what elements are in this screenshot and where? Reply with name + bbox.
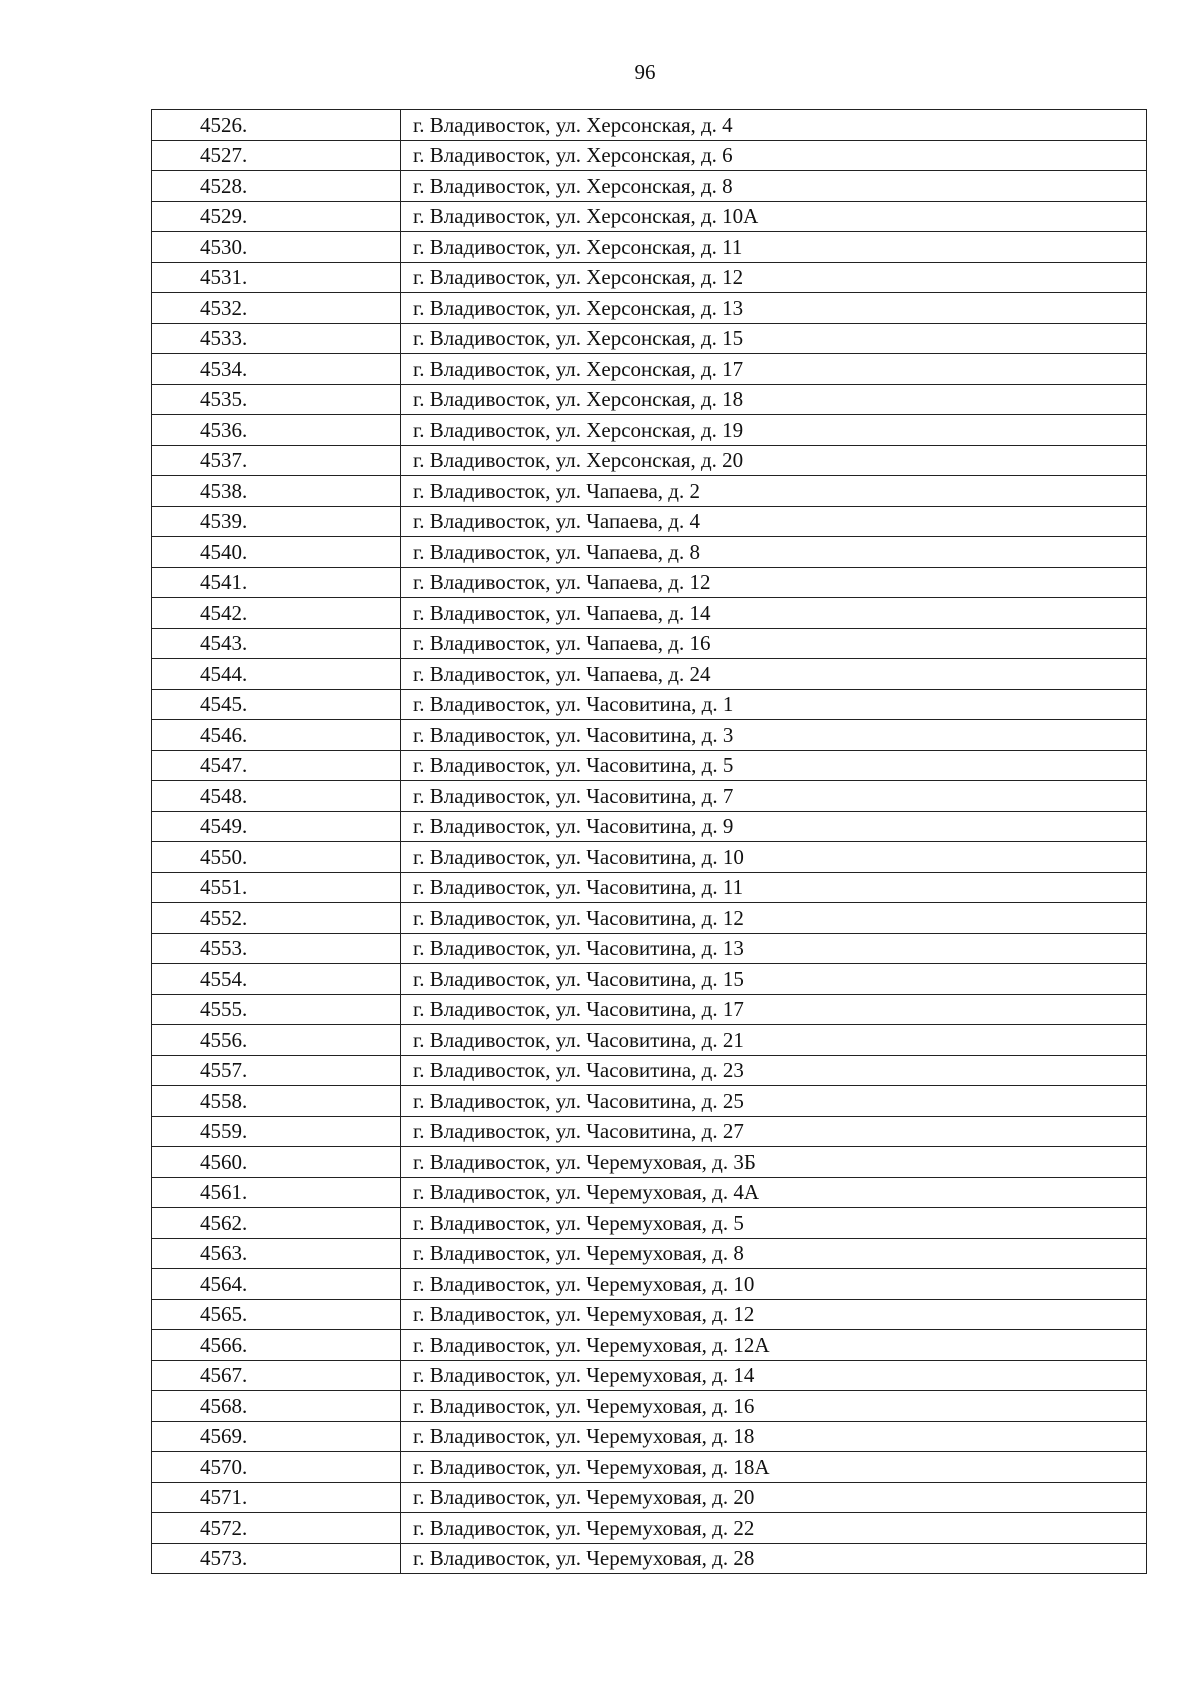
address-cell: г. Владивосток, ул. Черемуховая, д. 18А xyxy=(401,1452,1147,1483)
address-cell: г. Владивосток, ул. Часовитина, д. 21 xyxy=(401,1025,1147,1056)
table-row xyxy=(152,811,1147,842)
address-cell: г. Владивосток, ул. Черемуховая, д. 4А xyxy=(401,1177,1147,1208)
row-number-cell: 4536. xyxy=(152,415,401,446)
row-number-cell: 4568. xyxy=(152,1391,401,1422)
row-number-cell: 4550. xyxy=(152,842,401,873)
table-row xyxy=(152,1025,1147,1056)
table-row xyxy=(152,1330,1147,1361)
address-cell: г. Владивосток, ул. Часовитина, д. 23 xyxy=(401,1055,1147,1086)
address-cell: г. Владивосток, ул. Часовитина, д. 5 xyxy=(401,750,1147,781)
row-number-cell: 4541. xyxy=(152,567,401,598)
address-cell: г. Владивосток, ул. Черемуховая, д. 10 xyxy=(401,1269,1147,1300)
row-number-cell: 4564. xyxy=(152,1269,401,1300)
table-row xyxy=(152,659,1147,690)
row-number-cell: 4570. xyxy=(152,1452,401,1483)
row-number-cell: 4539. xyxy=(152,506,401,537)
table-row xyxy=(152,232,1147,263)
row-number-cell: 4552. xyxy=(152,903,401,934)
row-number-cell: 4571. xyxy=(152,1482,401,1513)
address-cell: г. Владивосток, ул. Часовитина, д. 10 xyxy=(401,842,1147,873)
table-row xyxy=(152,415,1147,446)
address-cell: г. Владивосток, ул. Черемуховая, д. 18 xyxy=(401,1421,1147,1452)
table-row xyxy=(152,1208,1147,1239)
row-number-cell: 4562. xyxy=(152,1208,401,1239)
row-number-cell: 4549. xyxy=(152,811,401,842)
address-cell: г. Владивосток, ул. Херсонская, д. 15 xyxy=(401,323,1147,354)
row-number-cell: 4538. xyxy=(152,476,401,507)
address-cell: г. Владивосток, ул. Херсонская, д. 19 xyxy=(401,415,1147,446)
address-cell: г. Владивосток, ул. Черемуховая, д. 12А xyxy=(401,1330,1147,1361)
table-row xyxy=(152,628,1147,659)
table-row xyxy=(152,201,1147,232)
row-number-cell: 4553. xyxy=(152,933,401,964)
table-row xyxy=(152,994,1147,1025)
row-number-cell: 4558. xyxy=(152,1086,401,1117)
row-number-cell: 4529. xyxy=(152,201,401,232)
table-row xyxy=(152,1086,1147,1117)
row-number-cell: 4527. xyxy=(152,140,401,171)
table-row xyxy=(152,781,1147,812)
address-cell: г. Владивосток, ул. Часовитина, д. 11 xyxy=(401,872,1147,903)
table-row xyxy=(152,476,1147,507)
address-cell: г. Владивосток, ул. Черемуховая, д. 8 xyxy=(401,1238,1147,1269)
row-number-cell: 4548. xyxy=(152,781,401,812)
table-row xyxy=(152,354,1147,385)
address-cell: г. Владивосток, ул. Чапаева, д. 2 xyxy=(401,476,1147,507)
address-cell: г. Владивосток, ул. Херсонская, д. 17 xyxy=(401,354,1147,385)
address-cell: г. Владивосток, ул. Черемуховая, д. 22 xyxy=(401,1513,1147,1544)
table-row xyxy=(152,872,1147,903)
table-row xyxy=(152,384,1147,415)
table-row xyxy=(152,750,1147,781)
address-cell: г. Владивосток, ул. Часовитина, д. 9 xyxy=(401,811,1147,842)
row-number-cell: 4542. xyxy=(152,598,401,629)
table-row xyxy=(152,140,1147,171)
row-number-cell: 4546. xyxy=(152,720,401,751)
address-cell: г. Владивосток, ул. Чапаева, д. 8 xyxy=(401,537,1147,568)
address-cell: г. Владивосток, ул. Херсонская, д. 11 xyxy=(401,232,1147,263)
table-row xyxy=(152,323,1147,354)
row-number-cell: 4540. xyxy=(152,537,401,568)
row-number-cell: 4530. xyxy=(152,232,401,263)
row-number-cell: 4533. xyxy=(152,323,401,354)
row-number-cell: 4526. xyxy=(152,110,401,141)
address-cell: г. Владивосток, ул. Часовитина, д. 3 xyxy=(401,720,1147,751)
row-number-cell: 4556. xyxy=(152,1025,401,1056)
table-row xyxy=(152,171,1147,202)
address-cell: г. Владивосток, ул. Часовитина, д. 7 xyxy=(401,781,1147,812)
row-number-cell: 4567. xyxy=(152,1360,401,1391)
row-number-cell: 4572. xyxy=(152,1513,401,1544)
address-cell: г. Владивосток, ул. Часовитина, д. 15 xyxy=(401,964,1147,995)
address-cell: г. Владивосток, ул. Черемуховая, д. 20 xyxy=(401,1482,1147,1513)
address-cell: г. Владивосток, ул. Херсонская, д. 18 xyxy=(401,384,1147,415)
row-number-cell: 4547. xyxy=(152,750,401,781)
table-row xyxy=(152,1238,1147,1269)
table-row xyxy=(152,445,1147,476)
table-row xyxy=(152,964,1147,995)
table-row xyxy=(152,506,1147,537)
row-number-cell: 4532. xyxy=(152,293,401,324)
table-row xyxy=(152,1055,1147,1086)
row-number-cell: 4554. xyxy=(152,964,401,995)
table-row xyxy=(152,1116,1147,1147)
table-row xyxy=(152,110,1147,141)
address-cell: г. Владивосток, ул. Черемуховая, д. 12 xyxy=(401,1299,1147,1330)
row-number-cell: 4557. xyxy=(152,1055,401,1086)
row-number-cell: 4559. xyxy=(152,1116,401,1147)
row-number-cell: 4560. xyxy=(152,1147,401,1178)
address-cell: г. Владивосток, ул. Херсонская, д. 12 xyxy=(401,262,1147,293)
table-row xyxy=(152,1482,1147,1513)
row-number-cell: 4566. xyxy=(152,1330,401,1361)
table-row xyxy=(152,537,1147,568)
address-cell: г. Владивосток, ул. Херсонская, д. 13 xyxy=(401,293,1147,324)
address-cell: г. Владивосток, ул. Чапаева, д. 12 xyxy=(401,567,1147,598)
address-cell: г. Владивосток, ул. Чапаева, д. 16 xyxy=(401,628,1147,659)
row-number-cell: 4551. xyxy=(152,872,401,903)
row-number-cell: 4534. xyxy=(152,354,401,385)
address-table-body xyxy=(152,110,1147,1574)
address-cell: г. Владивосток, ул. Часовитина, д. 12 xyxy=(401,903,1147,934)
table-row xyxy=(152,1513,1147,1544)
table-row xyxy=(152,1452,1147,1483)
table-row xyxy=(152,1391,1147,1422)
address-cell: г. Владивосток, ул. Чапаева, д. 14 xyxy=(401,598,1147,629)
address-cell: г. Владивосток, ул. Херсонская, д. 6 xyxy=(401,140,1147,171)
table-row xyxy=(152,1421,1147,1452)
table-row xyxy=(152,1147,1147,1178)
table-row xyxy=(152,689,1147,720)
address-cell: г. Владивосток, ул. Чапаева, д. 24 xyxy=(401,659,1147,690)
row-number-cell: 4565. xyxy=(152,1299,401,1330)
table-row xyxy=(152,903,1147,934)
table-row xyxy=(152,720,1147,751)
address-cell: г. Владивосток, ул. Часовитина, д. 27 xyxy=(401,1116,1147,1147)
address-cell: г. Владивосток, ул. Черемуховая, д. 3Б xyxy=(401,1147,1147,1178)
address-cell: г. Владивосток, ул. Черемуховая, д. 5 xyxy=(401,1208,1147,1239)
table-row xyxy=(152,1177,1147,1208)
table-row xyxy=(152,598,1147,629)
address-table xyxy=(151,109,1147,1574)
table-row xyxy=(152,933,1147,964)
table-row xyxy=(152,842,1147,873)
row-number-cell: 4528. xyxy=(152,171,401,202)
row-number-cell: 4535. xyxy=(152,384,401,415)
address-cell: г. Владивосток, ул. Херсонская, д. 10А xyxy=(401,201,1147,232)
table-row xyxy=(152,567,1147,598)
row-number-cell: 4545. xyxy=(152,689,401,720)
row-number-cell: 4555. xyxy=(152,994,401,1025)
page-number: 96 xyxy=(634,60,656,84)
row-number-cell: 4573. xyxy=(152,1543,401,1574)
address-cell: г. Владивосток, ул. Черемуховая, д. 28 xyxy=(401,1543,1147,1574)
address-cell: г. Владивосток, ул. Часовитина, д. 17 xyxy=(401,994,1147,1025)
address-cell: г. Владивосток, ул. Черемуховая, д. 16 xyxy=(401,1391,1147,1422)
address-cell: г. Владивосток, ул. Черемуховая, д. 14 xyxy=(401,1360,1147,1391)
row-number-cell: 4537. xyxy=(152,445,401,476)
address-cell: г. Владивосток, ул. Херсонская, д. 8 xyxy=(401,171,1147,202)
row-number-cell: 4569. xyxy=(152,1421,401,1452)
address-cell: г. Владивосток, ул. Херсонская, д. 4 xyxy=(401,110,1147,141)
address-cell: г. Владивосток, ул. Часовитина, д. 25 xyxy=(401,1086,1147,1117)
row-number-cell: 4561. xyxy=(152,1177,401,1208)
row-number-cell: 4531. xyxy=(152,262,401,293)
row-number-cell: 4563. xyxy=(152,1238,401,1269)
address-cell: г. Владивосток, ул. Часовитина, д. 13 xyxy=(401,933,1147,964)
row-number-cell: 4543. xyxy=(152,628,401,659)
table-row xyxy=(152,1269,1147,1300)
table-row xyxy=(152,1543,1147,1574)
address-cell: г. Владивосток, ул. Часовитина, д. 1 xyxy=(401,689,1147,720)
table-row xyxy=(152,262,1147,293)
row-number-cell: 4544. xyxy=(152,659,401,690)
table-row xyxy=(152,1360,1147,1391)
address-cell: г. Владивосток, ул. Чапаева, д. 4 xyxy=(401,506,1147,537)
address-cell: г. Владивосток, ул. Херсонская, д. 20 xyxy=(401,445,1147,476)
table-row xyxy=(152,1299,1147,1330)
table-row xyxy=(152,293,1147,324)
